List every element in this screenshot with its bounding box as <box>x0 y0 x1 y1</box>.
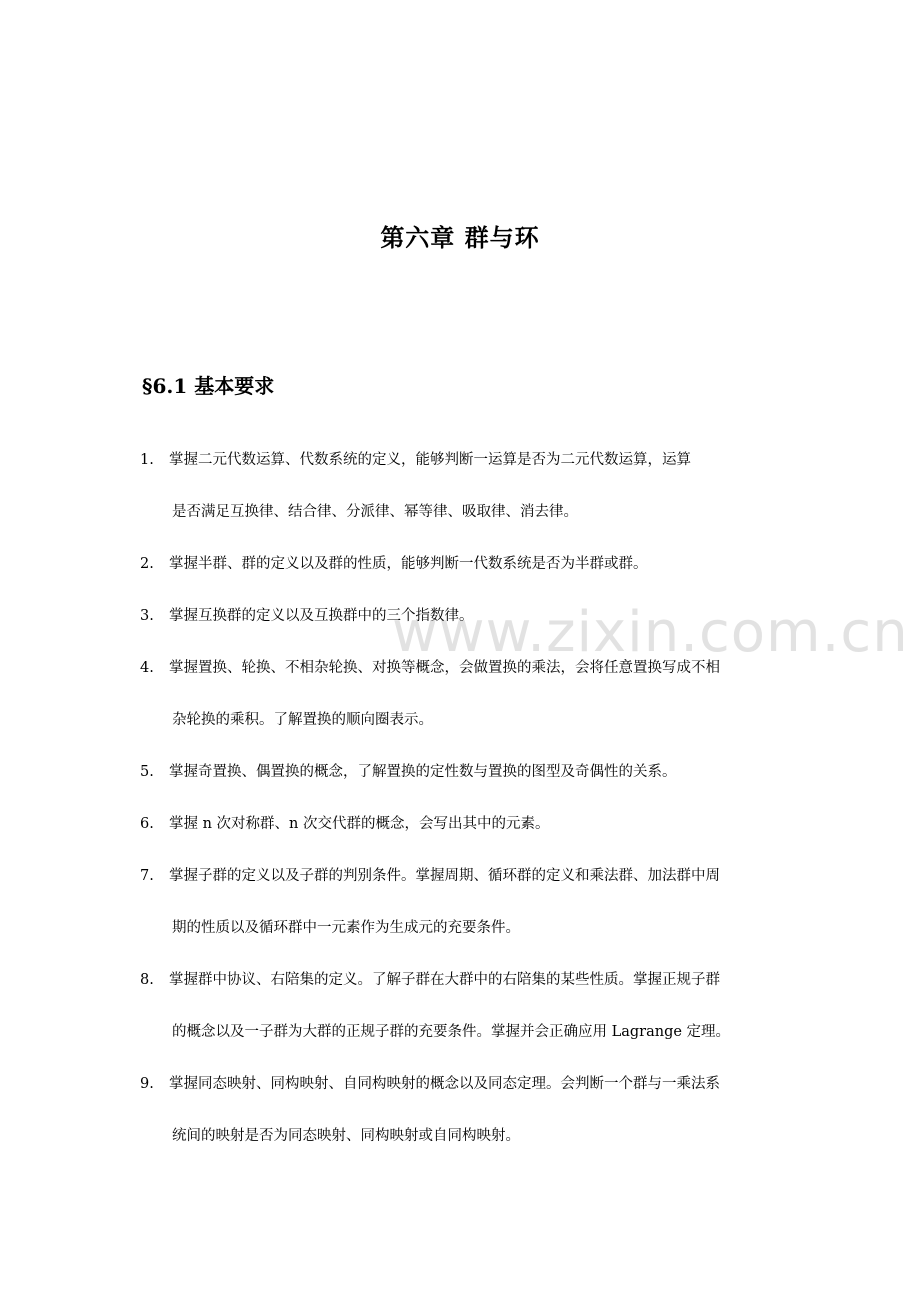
list-item-number: 4. <box>140 660 154 676</box>
list-item-text: 掌握群中协议、右陪集的定义。了解子群在大群中的右陪集的某些性质。掌握正规子群 <box>169 972 720 988</box>
list-item-text: 掌握半群、群的定义以及群的性质，能够判断一代数系统是否为半群或群。 <box>169 556 648 572</box>
list-item-text: 掌握互换群的定义以及互换群中的三个指数律。 <box>169 608 474 624</box>
list-item-text: 统间的映射是否为同态映射、同构映射或自同构映射。 <box>172 1128 520 1144</box>
list-item-number: 3. <box>140 608 154 624</box>
list-item-text: 掌握置换、轮换、不相杂轮换、对换等概念，会做置换的乘法，会将任意置换写成不相 <box>169 660 720 676</box>
list-item-text: 掌握同态映射、同构映射、自同构映射的概念以及同态定理。会判断一个群与一乘法系 <box>169 1076 720 1092</box>
list-item-text: 掌握 n 次对称群、n 次交代群的概念，会写出其中的元素。 <box>169 816 550 832</box>
list-item-text: 掌握奇置换、偶置换的概念，了解置换的定性数与置换的图型及奇偶性的关系。 <box>169 764 677 780</box>
list-item-number: 6. <box>140 816 154 832</box>
list-item-text: 的概念以及一子群为大群的正规子群的充要条件。掌握并会正确应用 Lagrange 定理。 <box>172 1024 731 1040</box>
list-item-text: 杂轮换的乘积。了解置换的顺向圈表示。 <box>172 712 433 728</box>
chapter-title: 第六章 群与环 <box>380 223 540 252</box>
list-item-text: 期的性质以及循环群中一元素作为生成元的充要条件。 <box>172 920 520 936</box>
section-title: §6.1 基本要求 <box>142 374 275 398</box>
list-item-number: 9. <box>140 1076 154 1092</box>
list-item-number: 5. <box>140 764 154 780</box>
list-item-text: 是否满足互换律、结合律、分派律、幂等律、吸取律、消去律。 <box>172 504 578 520</box>
watermark: www.zixin.com.cn <box>392 600 909 665</box>
list-item-text: 掌握子群的定义以及子群的判别条件。掌握周期、循环群的定义和乘法群、加法群中周 <box>169 868 720 884</box>
list-item-number: 1. <box>140 452 154 468</box>
list-item-number: 2. <box>140 556 154 572</box>
list-item-number: 8. <box>140 972 154 988</box>
list-item-text: 掌握二元代数运算、代数系统的定义，能够判断一运算是否为二元代数运算，运算 <box>169 452 691 468</box>
list-item-number: 7. <box>140 868 154 884</box>
